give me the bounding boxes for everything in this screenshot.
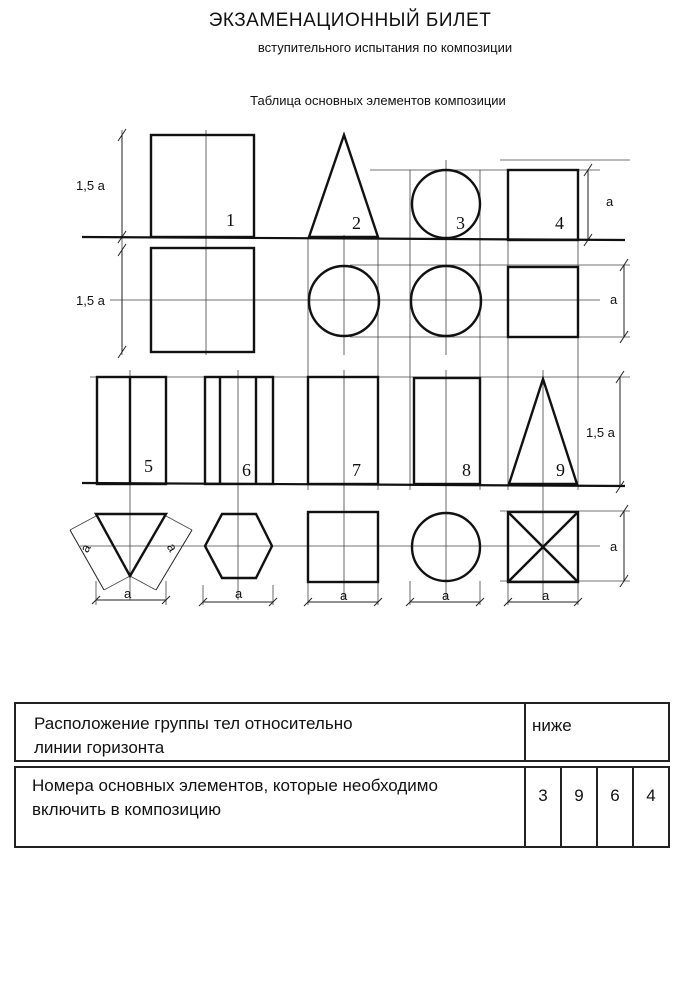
element-number-9: 9 <box>556 460 565 480</box>
required-element-number: 3 <box>525 767 561 847</box>
label-line: Номера основных элементов, которые необходимо <box>32 776 438 795</box>
ticket-subtitle: вступительного испытания по композиции <box>257 40 513 55</box>
element-number-5: 5 <box>144 456 153 476</box>
element-number-8: 8 <box>462 460 471 480</box>
dim-label-15a: 1,5 a <box>586 425 615 440</box>
dim-label-a: a <box>610 292 618 307</box>
label-line: линии горизонта <box>34 738 165 757</box>
dim-label-a: a <box>77 541 94 555</box>
dim-label-15a: 1,5 a <box>76 293 105 308</box>
element-5-front <box>97 377 166 484</box>
required-elements-label <box>15 767 525 847</box>
dim-label-a: a <box>542 588 550 603</box>
dim-label-a: a <box>442 588 450 603</box>
element-shapes <box>96 135 578 582</box>
label-line: Расположение группы тел относительно <box>34 714 353 733</box>
element-number-2: 2 <box>352 213 361 233</box>
table-row <box>15 767 669 847</box>
dim-label-a: a <box>340 588 348 603</box>
horizon-position-value: ниже <box>525 703 669 761</box>
element-5-top <box>96 514 166 576</box>
horizon-lines <box>82 237 625 486</box>
horizon-position-label <box>15 703 525 761</box>
element-7-front <box>308 377 378 484</box>
element-1-front <box>151 135 254 237</box>
element-4-front <box>508 170 578 240</box>
element-7-top <box>308 512 378 582</box>
element-4-top <box>508 267 578 337</box>
elements-table-caption: Таблица основных элементов композиции <box>250 93 506 108</box>
required-element-number: 9 <box>561 767 597 847</box>
dim-label-15a: 1,5 a <box>76 178 105 193</box>
element-number-1: 1 <box>226 210 235 230</box>
ticket-title: ЭКЗАМЕНАЦИОННЫЙ БИЛЕТ <box>208 10 492 31</box>
table-row <box>15 703 669 761</box>
label-line: включить в композицию <box>32 800 221 819</box>
element-2-front <box>309 135 378 237</box>
element-number-6: 6 <box>242 460 251 480</box>
ticket-table <box>14 702 670 848</box>
dim-label-a: a <box>124 586 132 601</box>
dim-label-a: a <box>163 540 181 555</box>
element-number-4: 4 <box>555 213 564 233</box>
element-6-front <box>205 377 273 484</box>
required-element-number: 4 <box>633 767 669 847</box>
dim-label-a: a <box>606 194 614 209</box>
element-number-3: 3 <box>456 213 465 233</box>
dim-label-a: a <box>235 586 243 601</box>
required-element-number: 6 <box>597 767 633 847</box>
dim-label-a: a <box>610 539 618 554</box>
element-number-7: 7 <box>352 460 361 480</box>
